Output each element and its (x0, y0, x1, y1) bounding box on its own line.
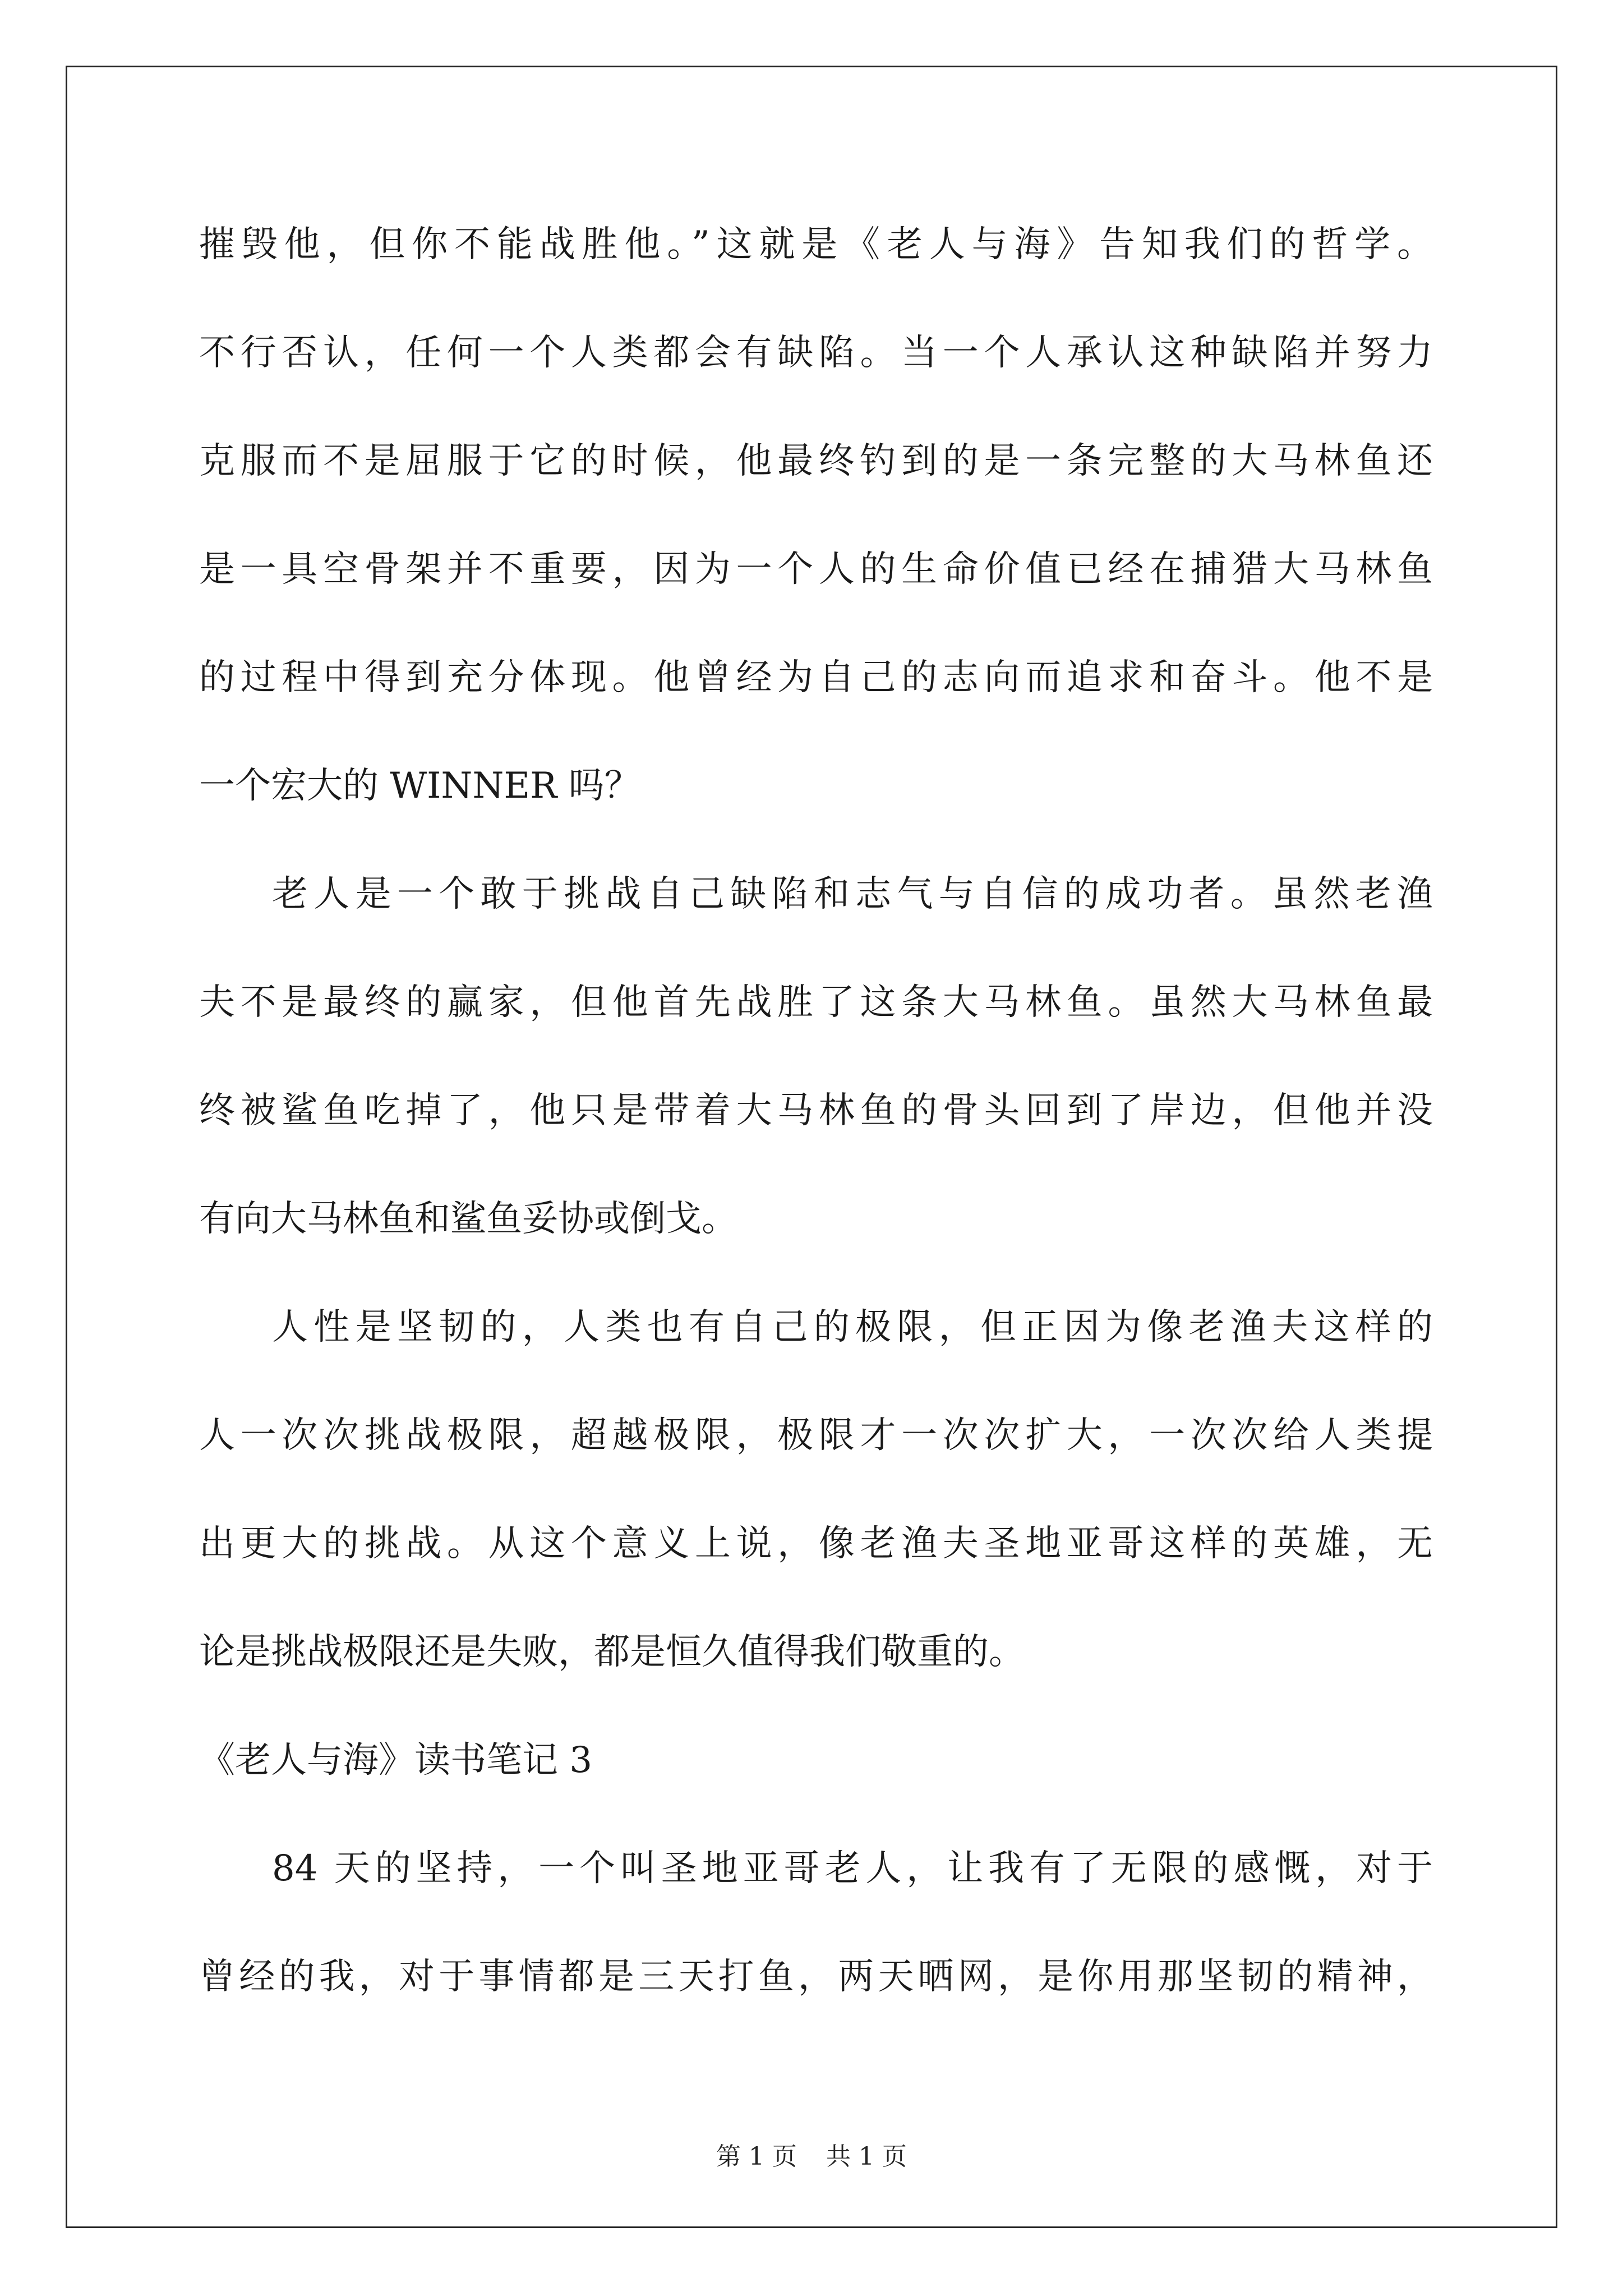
text-line: 一个宏大的 WINNER 吗？ (199, 765, 640, 807)
page-number-current: 第 1 页 (716, 2142, 797, 2171)
document-body (199, 191, 1433, 2031)
text-line: 的过程中得到充分体现。他曾经为自己的志向而追求和奋斗。他不是 (199, 657, 1433, 698)
text-line: 不行否认，任何一个人类都会有缺陷。当一个人承认这种缺陷并努力 (199, 332, 1433, 374)
text-line: 摧毁他，但你不能战胜他。”这就是《老人与海》告知我们的哲学。 (199, 224, 1433, 265)
text-line: 曾经的我，对于事情都是三天打鱼，两天晒网，是你用那坚韧的精神， (199, 1956, 1433, 1998)
text-line: 有向大马林鱼和鲨鱼妥协或倒戈。 (199, 1198, 737, 1240)
text-line: 人一次次挑战极限，超越极限，极限才一次次扩大，一次次给人类提 (199, 1415, 1433, 1456)
paragraph-start-line: 老人是一个敢于挑战自己缺陷和志气与自信的成功者。虽然老渔 (272, 873, 1433, 915)
text-line: 论是挑战极限还是失败，都是恒久值得我们敬重的。 (199, 1631, 1025, 1673)
text-line: 夫不是最终的赢家，但他首先战胜了这条大马林鱼。虽然大马林鱼最 (199, 982, 1433, 1023)
paragraph-start-line: 84 天的坚持，一个叫圣地亚哥老人，让我有了无限的感慨，对于 (272, 1848, 1433, 1889)
page-footer (0, 2140, 1623, 2174)
page-number-total: 共 1 页 (826, 2142, 907, 2171)
text-line: 是一具空骨架并不重要，因为一个人的生命价值已经在捕猎大马林鱼 (199, 549, 1433, 590)
text-line: 终被鲨鱼吃掉了，他只是带着大马林鱼的骨头回到了岸边，但他并没 (199, 1090, 1433, 1131)
paragraph-start-line: 人性是坚韧的，人类也有自己的极限，但正因为像老渔夫这样的 (272, 1306, 1433, 1348)
text-line: 出更大的挑战。从这个意义上说，像老渔夫圣地亚哥这样的英雄，无 (199, 1523, 1433, 1565)
section-heading: 《老人与海》读书笔记 3 (199, 1740, 593, 1781)
text-line: 克服而不是屈服于它的时候，他最终钓到的是一条完整的大马林鱼还 (199, 440, 1433, 482)
